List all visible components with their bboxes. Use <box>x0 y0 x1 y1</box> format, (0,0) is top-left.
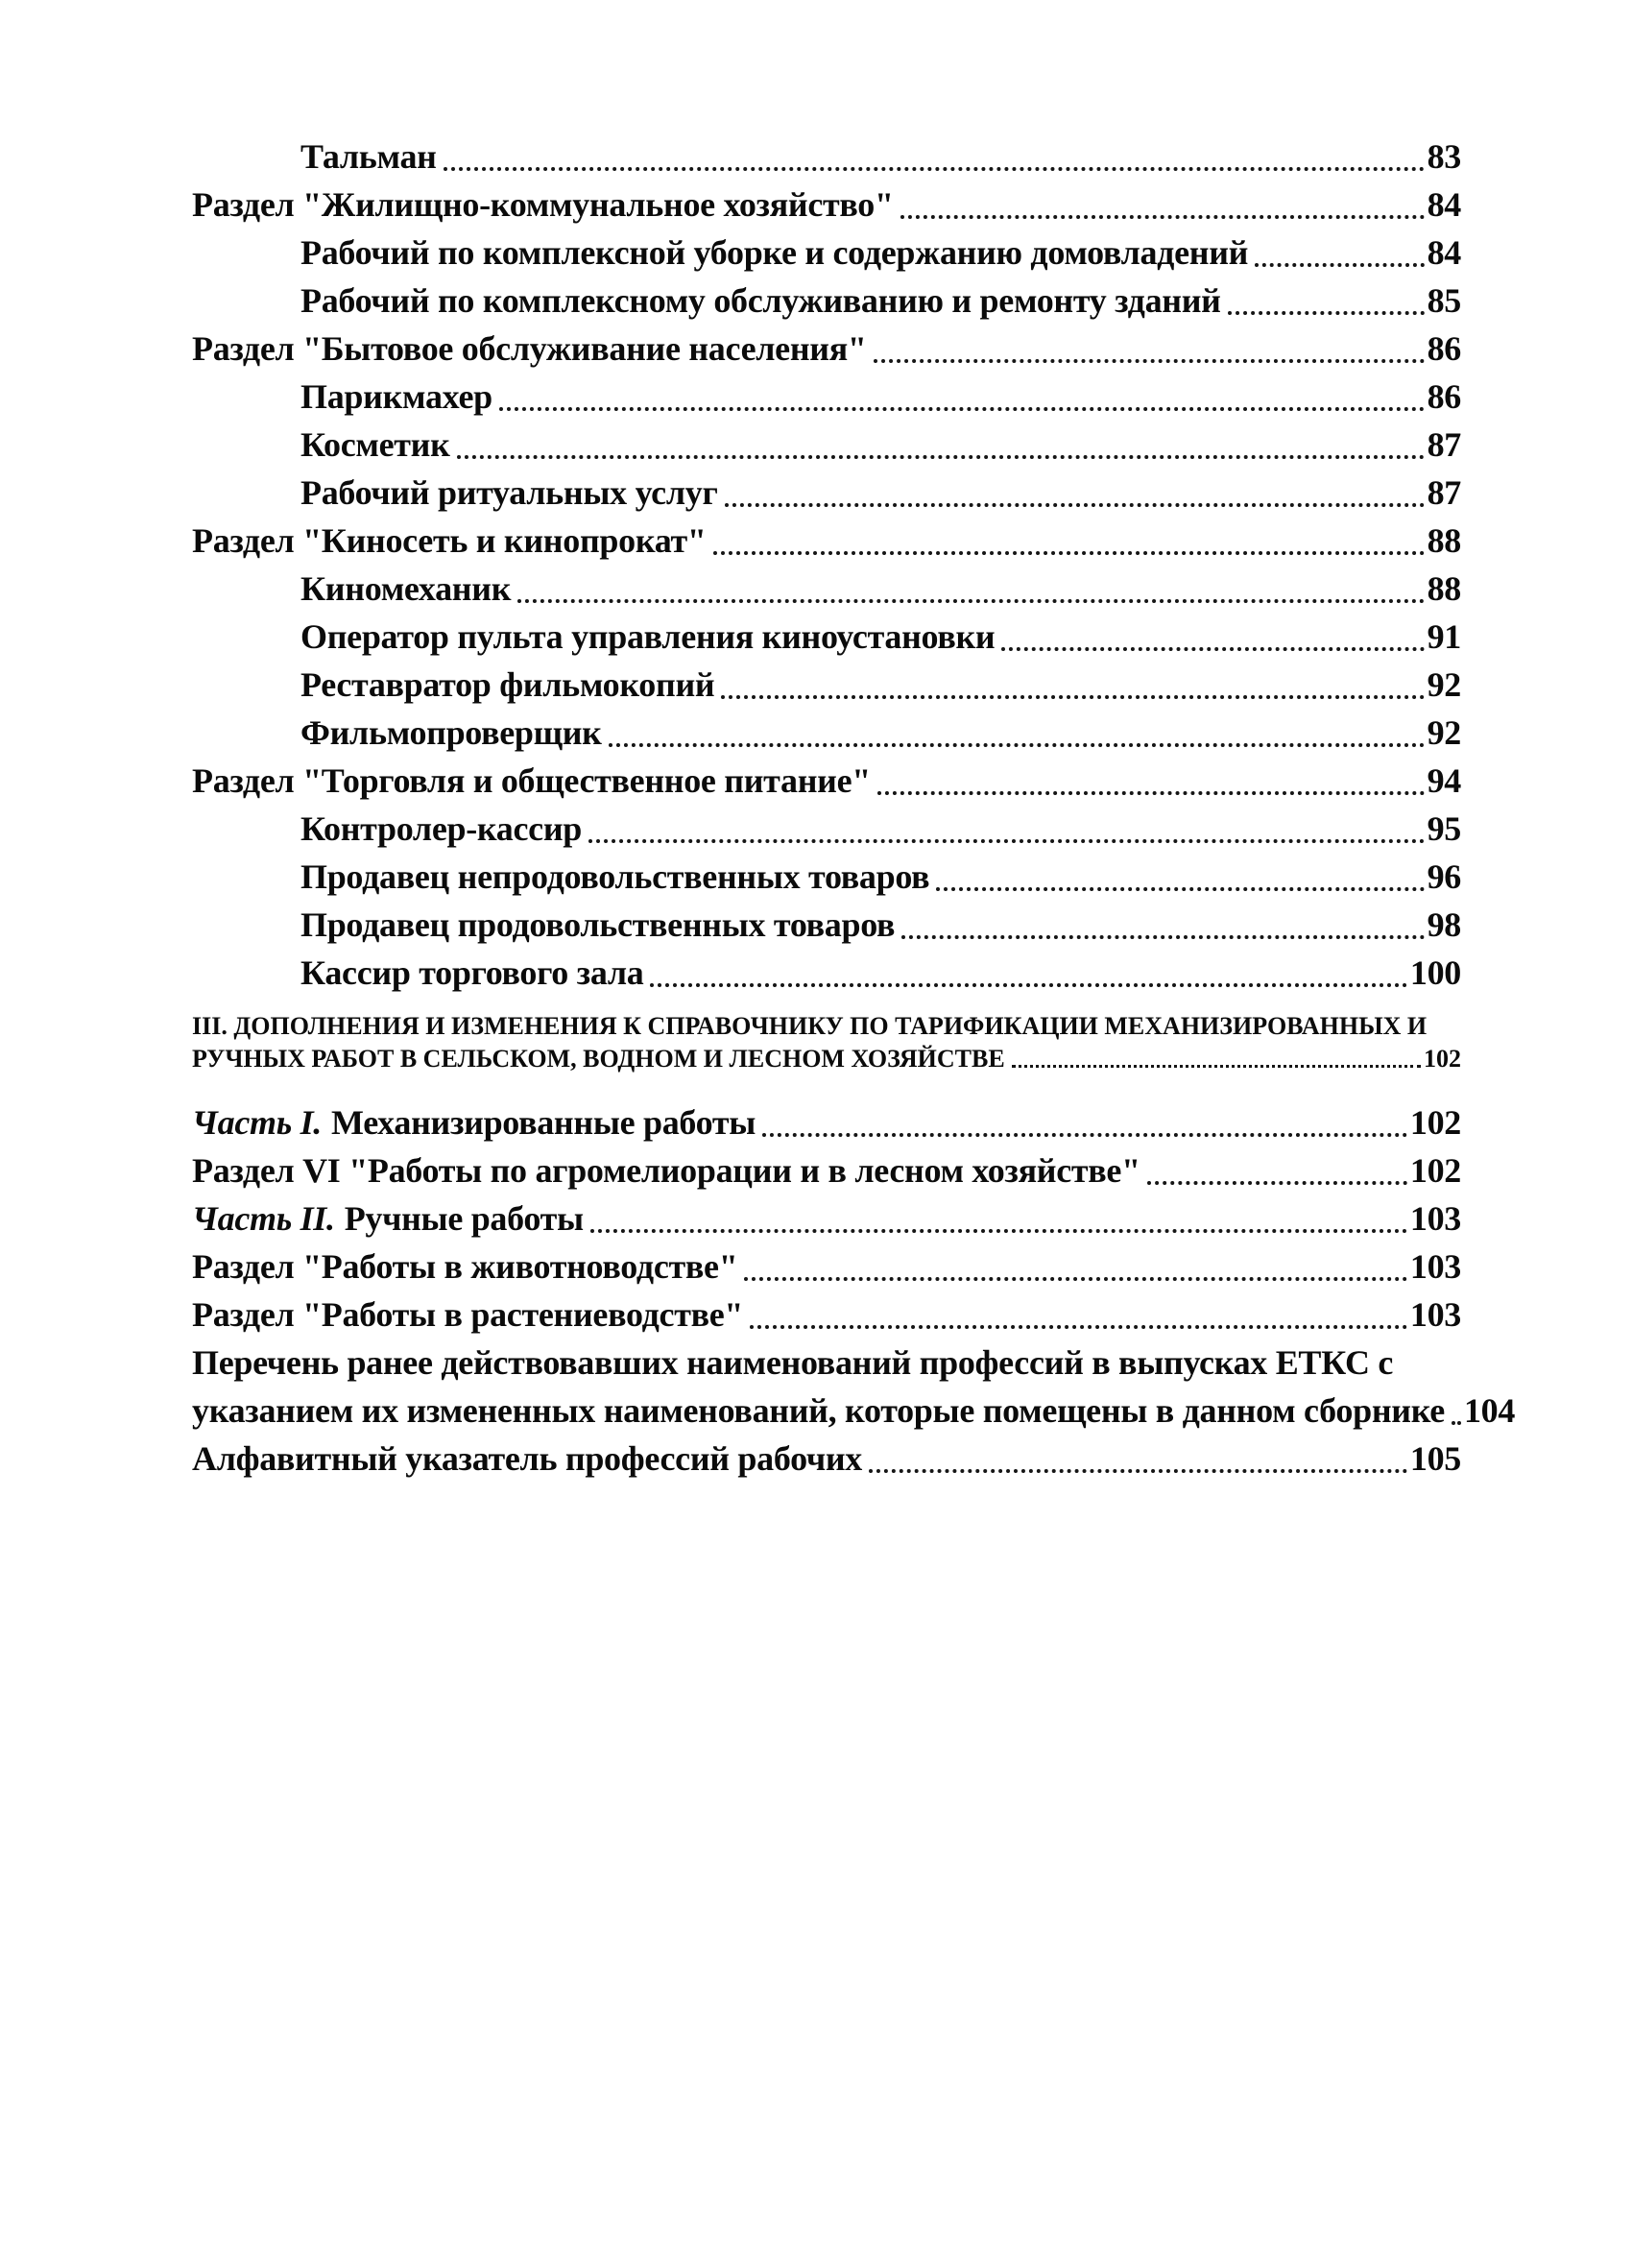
toc-entry <box>192 1043 1461 1075</box>
dot-leader <box>725 503 1425 507</box>
chapter-heading-line2: РУЧНЫХ РАБОТ В СЕЛЬСКОМ, ВОДНОМ И ЛЕСНОМ ХОЗЯЙСТВЕ <box>192 1045 1005 1073</box>
toc-entry <box>192 277 1461 325</box>
toc-entry-page: 88 <box>1427 521 1461 560</box>
toc-entry <box>192 709 1461 757</box>
dot-leader <box>1147 1181 1407 1185</box>
toc-entry-title: Рабочий ритуальных услуг <box>300 473 718 512</box>
toc-entry-title: Раздел "Торговля и общественное питание" <box>192 761 871 800</box>
dot-leader <box>650 983 1406 987</box>
toc-entry <box>192 1146 1461 1194</box>
toc-entry-title: Алфавитный указатель профессий рабочих <box>192 1439 862 1478</box>
toc-entry-title: Ручные работы <box>344 1199 584 1238</box>
toc-entry-page: 104 <box>1463 1391 1516 1430</box>
toc-entry <box>192 901 1461 949</box>
toc-entry-page: 92 <box>1427 665 1461 704</box>
toc-entry-page: 102 <box>1424 1045 1461 1073</box>
dot-leader <box>762 1133 1407 1137</box>
toc-entry <box>192 1435 1461 1483</box>
toc-entry-title: указанием их измененных наименований, которые помещены в данном сборнике <box>192 1391 1445 1430</box>
toc-entry <box>192 421 1461 469</box>
dot-leader <box>744 1277 1407 1281</box>
toc-entry <box>192 1291 1461 1339</box>
toc-entry-page: 103 <box>1409 1247 1461 1286</box>
toc-entry-page: 86 <box>1427 377 1461 416</box>
dot-leader <box>517 599 1424 603</box>
toc-top-section <box>192 133 1461 997</box>
toc-chapter-heading <box>192 1010 1461 1075</box>
toc-bottom-section <box>192 1098 1516 1483</box>
toc-entry <box>192 325 1461 373</box>
toc-entry-title: Парикмахер <box>300 377 492 416</box>
toc-entry <box>192 565 1461 613</box>
toc-entry-page: 103 <box>1409 1295 1461 1334</box>
dot-leader <box>1001 647 1424 651</box>
toc-entry <box>192 805 1461 853</box>
toc-entry-page: 100 <box>1409 953 1461 992</box>
toc-entry-title: Косметик <box>300 425 450 464</box>
dot-leader <box>444 167 1425 171</box>
toc-entry-title: Тальман <box>300 137 437 176</box>
chapter-heading-line1: III. ДОПОЛНЕНИЯ И ИЗМЕНЕНИЯ К СПРАВОЧНИКУ ПО ТАРИФИКАЦИИ МЕХАНИЗИРОВАННЫХ И <box>192 1012 1428 1040</box>
toc-entry-page: 84 <box>1427 185 1461 224</box>
toc-entry-page: 98 <box>1427 905 1461 944</box>
dot-leader <box>877 791 1425 795</box>
toc-entry-title: Продавец непродовольственных товаров <box>300 857 930 896</box>
dot-leader <box>936 887 1424 891</box>
toc-entry-page: 87 <box>1427 473 1461 512</box>
toc-entry-page: 84 <box>1427 233 1461 272</box>
toc-entry-title: Раздел "Бытовое обслуживание населения" <box>192 329 867 368</box>
toc-entry-title: Киномеханик <box>300 569 512 608</box>
toc-entry-title: Рабочий по комплексной уборке и содержанию домовладений <box>300 233 1249 272</box>
toc-entry <box>192 613 1461 661</box>
toc-entry-part-prefix: Часть II. <box>192 1199 335 1238</box>
toc-entry-page: 91 <box>1427 617 1461 656</box>
toc-entry-page: 92 <box>1427 713 1461 752</box>
table-of-contents <box>192 133 1516 1483</box>
toc-entry-title: Рабочий по комплексному обслуживанию и ремонту зданий <box>300 281 1221 320</box>
toc-entry <box>192 1098 1461 1146</box>
toc-entry <box>192 853 1461 901</box>
toc-entry-title: Продавец продовольственных товаров <box>300 905 896 944</box>
toc-entry <box>192 1194 1461 1243</box>
dot-leader <box>499 407 1425 411</box>
toc-entry-title: Контролер-кассир <box>300 809 583 848</box>
dot-leader <box>721 695 1424 699</box>
toc-entry <box>192 469 1461 517</box>
toc-entry <box>192 373 1461 421</box>
toc-entry <box>192 1243 1461 1291</box>
toc-entry-part-prefix: Часть I. <box>192 1103 322 1142</box>
toc-entry-page: 87 <box>1427 425 1461 464</box>
dot-leader <box>900 215 1425 219</box>
toc-entry <box>192 133 1461 181</box>
toc-entry <box>192 181 1461 229</box>
dot-leader <box>457 455 1425 459</box>
dot-leader <box>901 935 1424 939</box>
dot-leader <box>713 551 1425 555</box>
toc-entry <box>192 229 1461 277</box>
toc-entry-title: Раздел "Работы в растениеводстве" <box>192 1295 744 1334</box>
toc-entry-title: Механизированные работы <box>330 1103 756 1142</box>
toc-entry <box>192 517 1461 565</box>
toc-entry-page: 95 <box>1427 809 1461 848</box>
dot-leader <box>588 839 1425 843</box>
toc-entry-title: Оператор пульта управления киноустановки <box>300 617 996 656</box>
dot-leader <box>590 1229 1407 1233</box>
toc-entry-title: Раздел VI "Работы по агромелиорации и в лесном хозяйстве" <box>192 1151 1140 1190</box>
toc-entry-page: 102 <box>1409 1151 1461 1190</box>
toc-entry-page: 85 <box>1427 281 1461 320</box>
dot-leader <box>1255 263 1425 267</box>
dot-leader <box>750 1325 1407 1329</box>
toc-entry-page: 96 <box>1427 857 1461 896</box>
dot-leader <box>874 359 1425 363</box>
toc-entry <box>192 1387 1516 1435</box>
dot-leader <box>609 743 1425 747</box>
dot-leader <box>1452 1421 1461 1425</box>
toc-entry-page: 94 <box>1427 761 1461 800</box>
toc-entry <box>192 661 1461 709</box>
toc-entry-title: Раздел "Работы в животноводстве" <box>192 1247 738 1286</box>
toc-entry-page: 86 <box>1427 329 1461 368</box>
dot-leader <box>1012 1065 1421 1068</box>
toc-entry-page: 83 <box>1427 137 1461 176</box>
toc-entry-title: Фильмопроверщик <box>300 713 602 752</box>
toc-entry-page: 102 <box>1409 1103 1461 1142</box>
toc-entry-page: 105 <box>1409 1439 1461 1478</box>
toc-entry-page: 103 <box>1409 1199 1461 1238</box>
toc-entry <box>192 757 1461 805</box>
toc-entry-title: Реставратор фильмокопий <box>300 665 715 704</box>
toc-entry-title: Раздел "Киносеть и кинопрокат" <box>192 521 707 560</box>
toc-entry-title: Раздел "Жилищно-коммунальное хозяйство" <box>192 185 894 224</box>
toc-entry-title: Кассир торгового зала <box>300 953 644 992</box>
toc-entry <box>192 949 1461 997</box>
toc-entry-wrap-line: Перечень ранее действовавших наименований профессий в выпусках ЕТКС с <box>192 1343 1394 1382</box>
dot-leader <box>1228 311 1425 315</box>
dot-leader <box>869 1469 1407 1473</box>
toc-entry-page: 88 <box>1427 569 1461 608</box>
